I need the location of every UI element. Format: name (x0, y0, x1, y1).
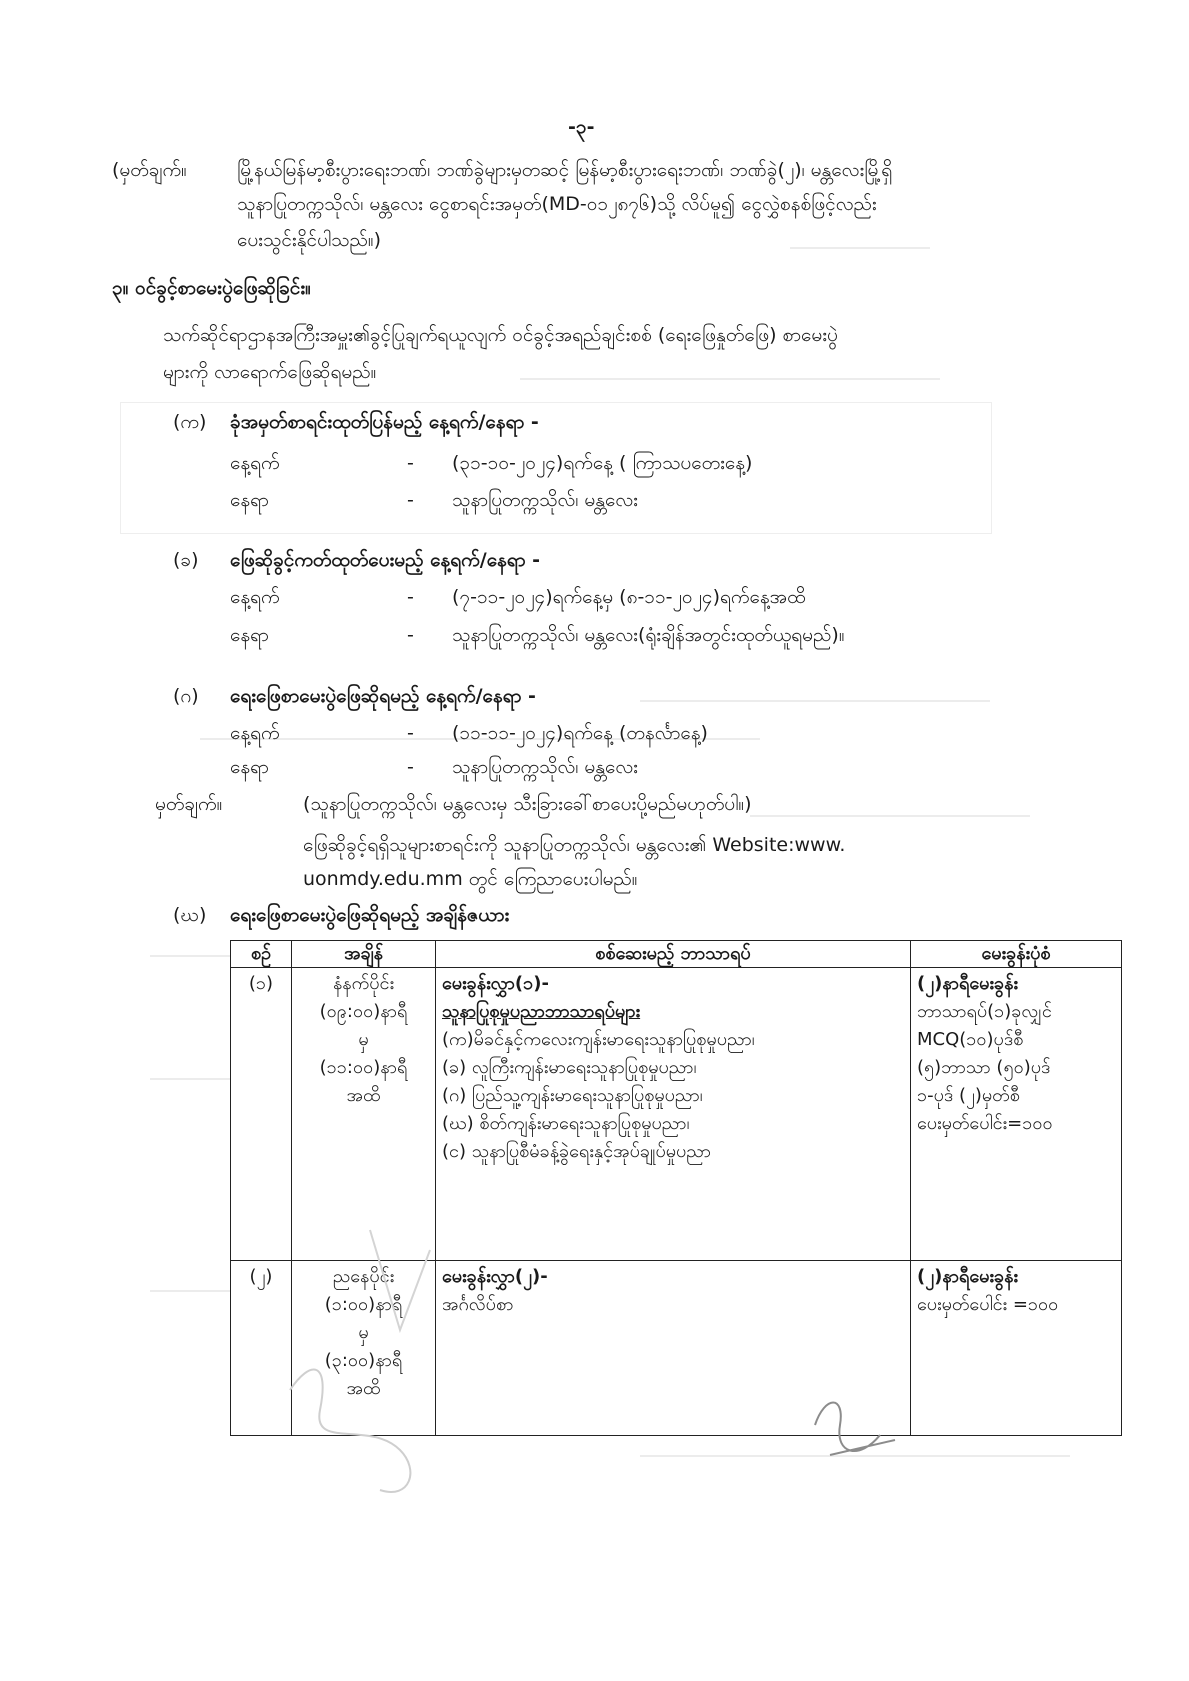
handwritten-signature (250, 1210, 470, 1510)
format-line: (၂)နာရီမေးခွန်း (917, 973, 1018, 994)
header-subject: စစ်ဆေးမည့် ဘာသာရပ် (436, 941, 911, 968)
format-line: (၂)နာရီမေးခွန်း (917, 1266, 1018, 1287)
date-label: နေ့ရက် (230, 452, 280, 474)
time-line: (၁:၀၀)နာရီ (324, 1294, 403, 1315)
note-line: သူနာပြုတက္ကသိုလ်၊ မန္တလေး ငွေစာရင်းအမှတ်(MD-၀၁၂၈၇၆)သို့ လိပ်မူ၍ ငွေလွှဲစနစ်ဖြင့်လည်း (237, 193, 877, 215)
time-line: အထိ (346, 1378, 381, 1399)
row-number: (၂) (231, 1261, 292, 1436)
item-title: ဖြေဆိုခွင့်ကတ်ထုတ်ပေးမည့် နေ့ရက်/နေရာ - (230, 549, 541, 571)
time-line: (၀၉:၀၀)နာရီ (319, 1001, 408, 1022)
bleed-through-line (150, 955, 230, 957)
row-number: (၁) (231, 968, 292, 1261)
item-title: ခုံအမှတ်စာရင်းထုတ်ပြန်မည့် နေ့ရက်/နေရာ - (230, 411, 539, 433)
item-letter: (က) (173, 411, 207, 433)
bleed-through-line (520, 378, 940, 380)
bleed-through-line (750, 815, 1030, 817)
format-line: ပေးမှတ်ပေါင်း =၁၀၀ (917, 1294, 1059, 1315)
header-time: အချိန် (292, 941, 436, 968)
section-heading: ၃။ ဝင်ခွင့်စာမေးပွဲဖြေဆိုခြင်း။ (112, 277, 311, 299)
intro-line: သက်ဆိုင်ရာဌာနအကြီးအမှူး၏ခွင့်ပြုချက်ရယူလျက် ဝင်ခွင့်အရည်ချင်းစစ် (ရေးဖြေနှုတ်ဖြေ) စာမေးပွဲ (163, 324, 838, 346)
note-line: ပေးသွင်းနိုင်ပါသည်။) (237, 229, 382, 251)
intro-line: များကို လာရောက်ဖြေဆိုရမည်။ (163, 361, 377, 383)
place-value: သူနာပြုတက္ကသိုလ်၊ မန္တလေး(ရုံးချိန်အတွင်းထုတ်ယူရမည်)။ (452, 624, 845, 646)
header-format: မေးခွန်းပုံစံ (911, 941, 1122, 968)
time-line: မှ (358, 1322, 369, 1343)
note-line: မြို့နယ်မြန်မာ့စီးပွားရေးဘဏ်၊ ဘဏ်ခွဲများမှတဆင့် မြန်မာ့စီးပွားရေးဘဏ်၊ ဘဏ်ခွဲ(၂)၊ မန္တလေးမြို့ရှိ (237, 159, 893, 181)
place-label: နေရာ (230, 489, 269, 511)
bleed-through-line (150, 1290, 230, 1292)
note-line: ဖြေဆိုခွင့်ရရှိသူများစာရင်းကို သူနာပြုတက္ကသိုလ်၊ မန္တလေး၏ Website:www. (303, 834, 846, 856)
place-label: နေရာ (230, 756, 269, 778)
time-line: နံနက်ပိုင်း (332, 973, 395, 994)
header-no: စဉ် (231, 941, 292, 968)
format-cell (911, 1261, 1122, 1436)
subject-item: (ဂ) ပြည်သူ့ကျန်းမာရေးသူနာပြုစုမှုပညာ၊ (442, 1085, 703, 1106)
paper-title: မေးခွန်းလွှာ(၁)- (442, 973, 549, 994)
place-value: သူနာပြုတက္ကသိုလ်၊ မန္တလေး (452, 489, 638, 511)
format-line: ၁-ပုဒ် (၂)မှတ်စီ (917, 1085, 1020, 1106)
format-line: MCQ(၁၀)ပုဒ်စီ (917, 1029, 1024, 1050)
bleed-through-line (640, 700, 990, 702)
subject-item: (ဃ) စိတ်ကျန်းမာရေးသူနာပြုစုမှုပညာ၊ (442, 1113, 690, 1134)
note-line: (သူနာပြုတက္ကသိုလ်၊ မန္တလေးမှ သီးခြားခေါ်စာပေးပို့မည်မဟုတ်ပါ။) (303, 793, 752, 815)
handwritten-signature (800, 1385, 920, 1475)
dash: - (407, 756, 414, 778)
dash: - (407, 586, 414, 608)
website-line: uonmdy.edu.mm တွင် ကြေညာပေးပါမည်။ (303, 868, 638, 890)
subject-item: (ခ) လူကြီးကျန်းမာရေးသူနာပြုစုမှုပညာ၊ (442, 1057, 697, 1078)
dash: - (407, 722, 414, 744)
bleed-through-line (790, 247, 930, 249)
paper-subtitle: အင်္ဂလိပ်စာ (442, 1294, 514, 1315)
item-title: ရေးဖြေစာမေးပွဲဖြေဆိုရမည့် နေ့ရက်/နေရာ - (230, 685, 536, 707)
dash: - (407, 489, 414, 511)
bleed-through-line (150, 1078, 230, 1080)
format-cell (911, 968, 1122, 1261)
subject-item: (င) သူနာပြုစီမံခန့်ခွဲရေးနှင့်အုပ်ချုပ်မှုပညာ (442, 1141, 712, 1162)
page-number: -၃- (568, 116, 595, 138)
item-letter: (ဂ) (173, 685, 199, 707)
item-letter: (ဃ) (173, 904, 207, 926)
item-letter: (ခ) (173, 549, 199, 571)
date-value: (၁၁-၁၁-၂၀၂၄)ရက်နေ့ (တနင်္လာနေ့) (452, 722, 708, 744)
format-line: ပေးမှတ်ပေါင်း=၁၀၀ (917, 1113, 1053, 1134)
time-line: (၁၁:၀၀)နာရီ (319, 1057, 408, 1078)
paper-subtitle: သူနာပြုစုမှုပညာဘာသာရပ်များ (442, 1001, 641, 1022)
place-label: နေရာ (230, 624, 269, 646)
time-line: ညနေပိုင်း (332, 1266, 395, 1287)
time-line: မှ (358, 1029, 369, 1050)
format-line: (၅)ဘာသာ (၅၀)ပုဒ် (917, 1057, 1051, 1078)
date-value: (၇-၁၁-၂၀၂၄)ရက်နေ့မှ (၈-၁၁-၂၀၂၄)ရက်နေ့အထိ (452, 586, 806, 608)
dash: - (407, 624, 414, 646)
table-header-row (231, 941, 1122, 968)
date-label: နေ့ရက် (230, 722, 280, 744)
subject-cell (436, 968, 911, 1261)
place-value: သူနာပြုတက္ကသိုလ်၊ မန္တလေး (452, 756, 638, 778)
time-line: (၃:၀၀)နာရီ (324, 1350, 403, 1371)
note-label: (မှတ်ချက်။ (112, 159, 187, 181)
item-title: ရေးဖြေစာမေးပွဲဖြေဆိုရမည့် အချိန်ဇယား (230, 904, 510, 926)
time-line: အထိ (346, 1085, 381, 1106)
note-label: မှတ်ချက်။ (155, 793, 223, 815)
paper-title: မေးခွန်းလွှာ(၂)- (442, 1266, 548, 1287)
date-label: နေ့ရက် (230, 586, 280, 608)
format-line: ဘာသာရပ်(၁)ခုလျှင် (917, 1001, 1052, 1022)
dash: - (407, 452, 414, 474)
subject-item: (က)မိခင်နှင့်ကလေးကျန်းမာရေးသူနာပြုစုမှုပညာ၊ (442, 1029, 755, 1050)
date-value: (၃၁-၁၀-၂၀၂၄)ရက်နေ့ ( ကြာသပတေးနေ့) (452, 452, 753, 474)
